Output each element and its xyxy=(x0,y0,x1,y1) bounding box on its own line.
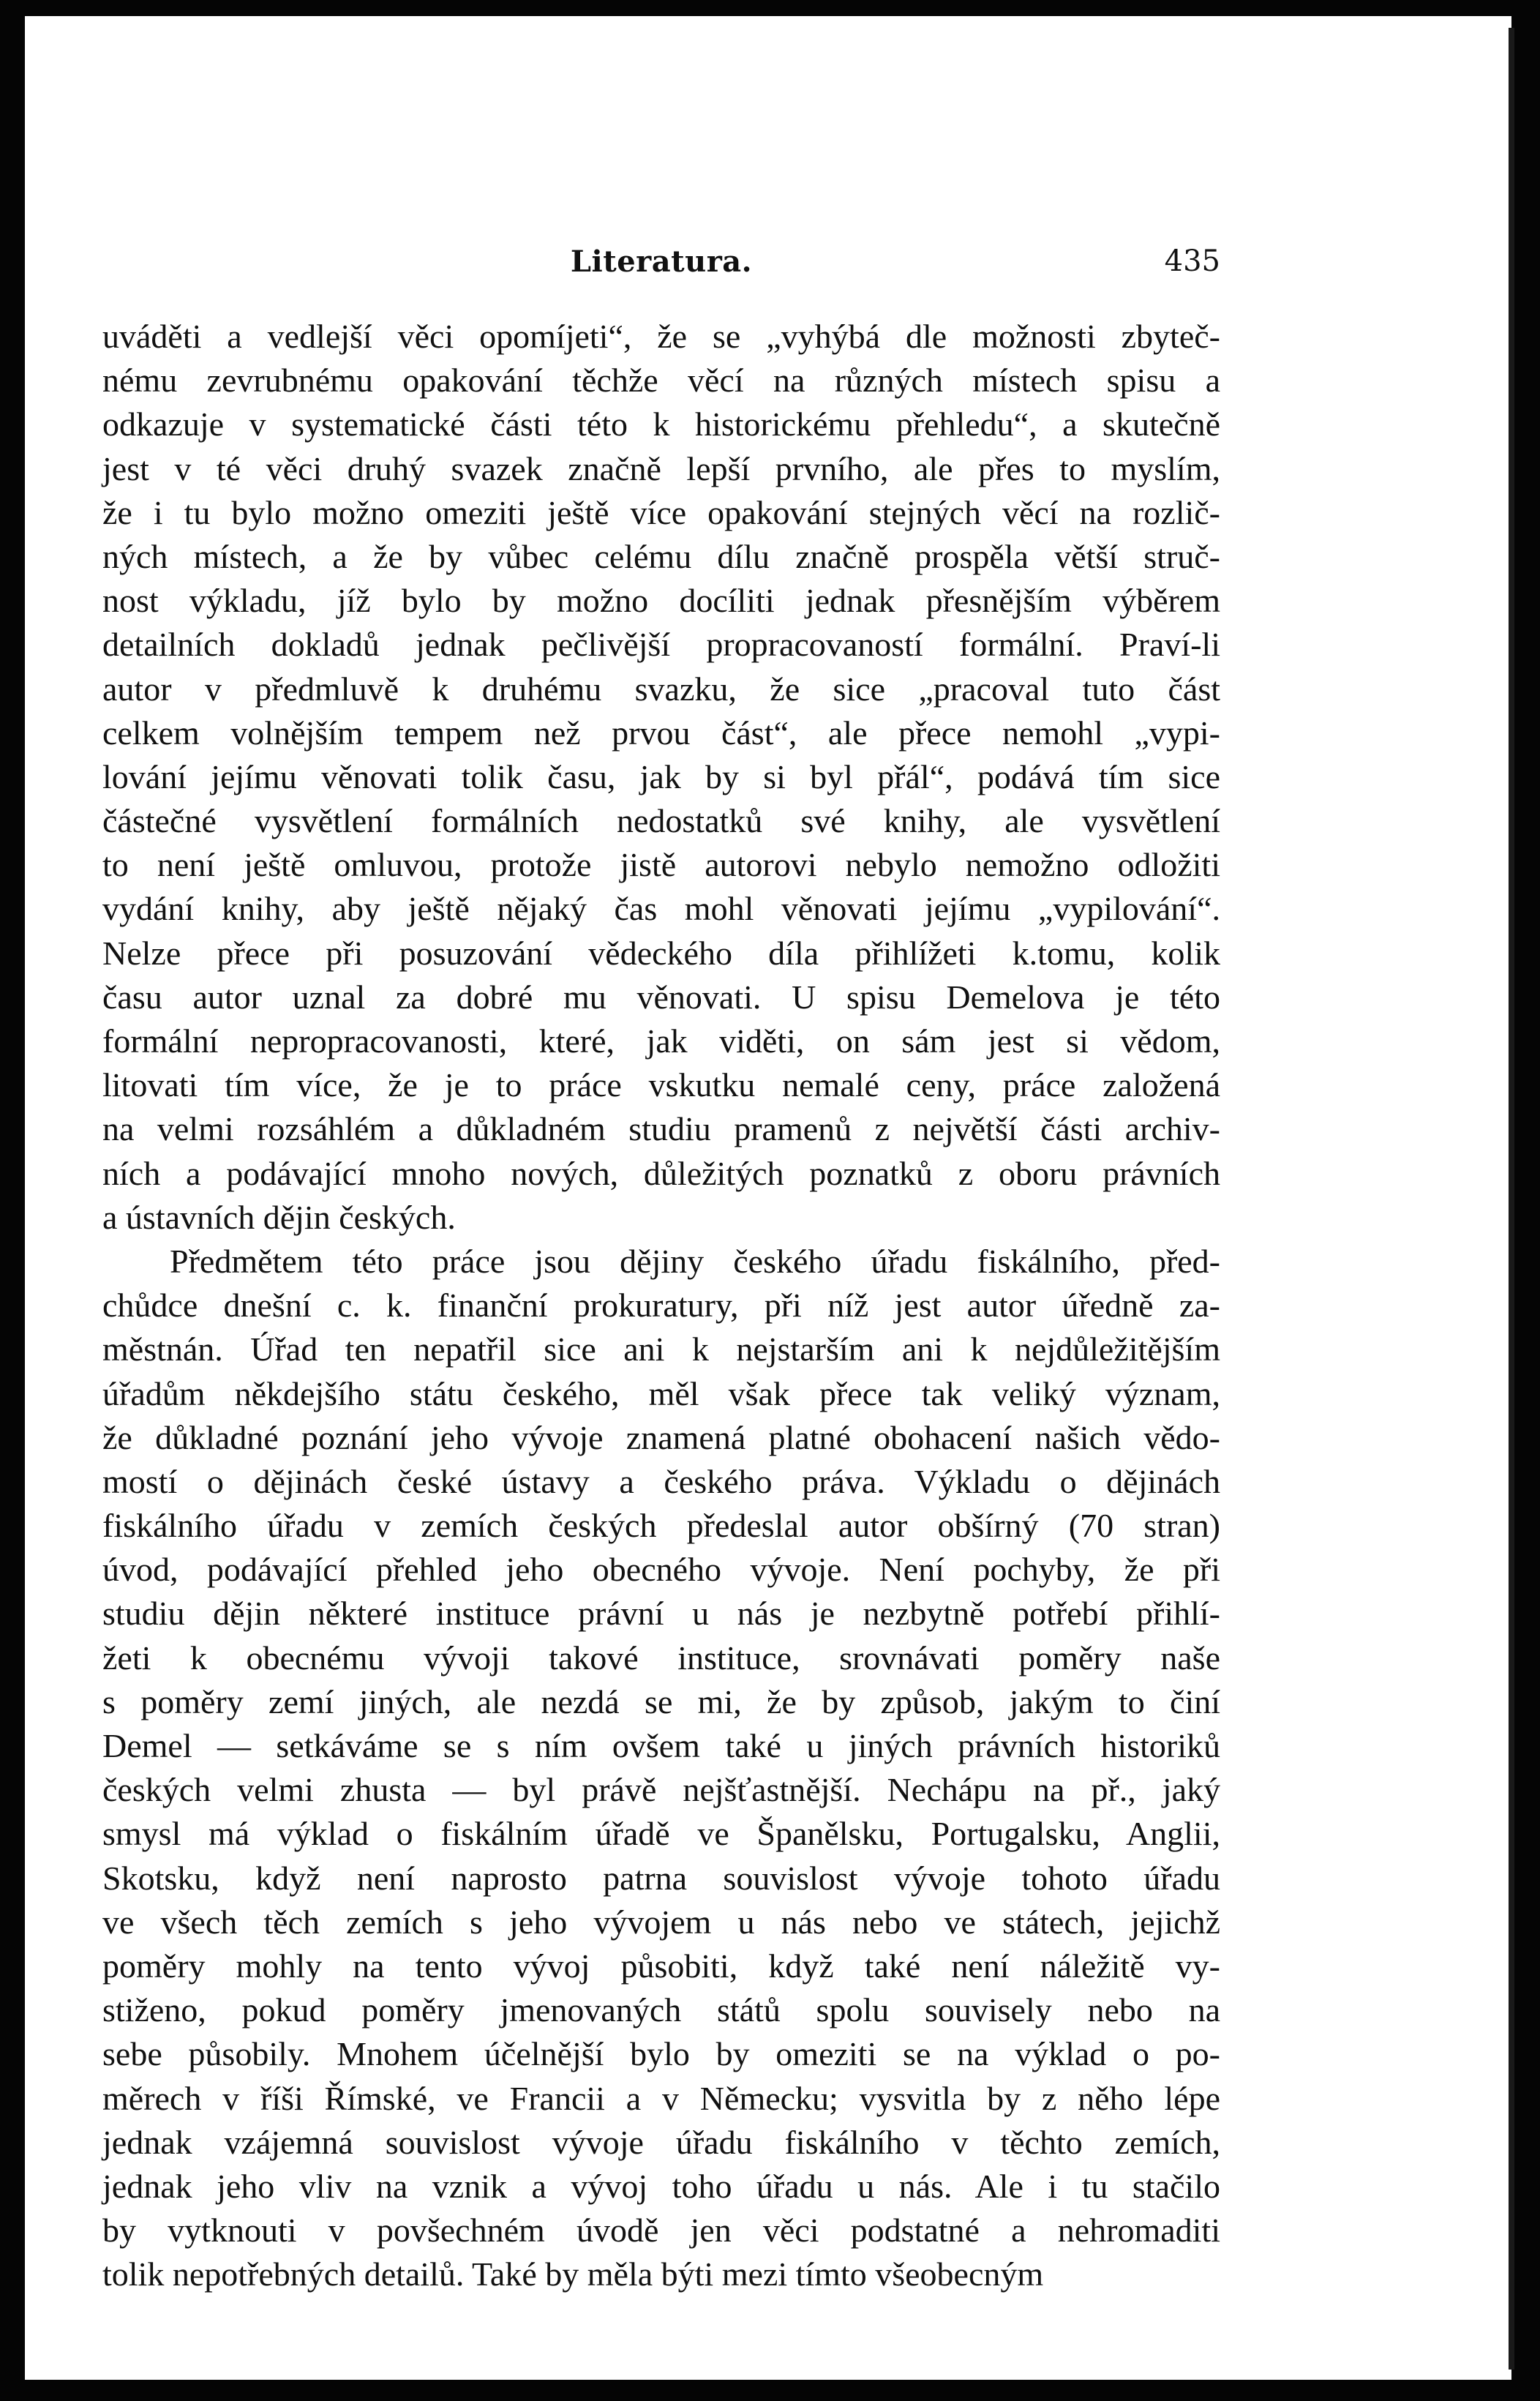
paragraph xyxy=(102,1240,1220,2297)
body-text xyxy=(102,315,1220,2296)
text-line: by vytknouti v povšechném úvodě jen věci podstatné a nehromaditi xyxy=(102,2211,1220,2250)
page-edge-shadow xyxy=(1509,28,1514,2370)
text-line: smysl má výklad o fiskálním úřadě ve Španělsku, Portugalsku, Anglii, xyxy=(102,1815,1220,1853)
text-line: českých velmi zhusta — byl právě nejšťastnější. Nechápu na př., jaký xyxy=(102,1771,1220,1809)
text-line: s poměry zemí jiných, ale nezdá se mi, že by způsob, jakým to činí xyxy=(102,1682,1220,1720)
text-line: litovati tím více, že je to práce vskutku nemalé ceny, práce založená xyxy=(102,1066,1220,1104)
text-line: času autor uznal za dobré mu věnovati. U spisu Demelova je této xyxy=(102,978,1220,1016)
text-line: detailních dokladů jednak pečlivější propracovaností formální. Praví-li xyxy=(102,626,1220,664)
page-number: 435 xyxy=(1164,244,1220,278)
running-head xyxy=(102,244,1220,281)
text-line: že i tu bylo možno omeziti ještě více opakování stejných věcí na rozlič- xyxy=(102,493,1220,531)
text-line: a ústavních dějin českých. xyxy=(102,1198,456,1236)
text-line: Předmětem této práce jsou dějiny českého úřadu fiskálního, před- xyxy=(170,1242,1220,1280)
text-line: sebe působily. Mnohem účelnější bylo by omeziti se na výklad o po- xyxy=(102,2035,1220,2073)
text-line: jest v té věci druhý svazek značně lepší prvního, ale přes to myslím, xyxy=(102,449,1220,487)
text-line: odkazuje v systematické části této k historickému přehledu“, a skutečně xyxy=(102,405,1220,443)
text-line: Skotsku, když není naprosto patrna souvislost vývoje tohoto úřadu xyxy=(102,1859,1220,1897)
text-line: nému zevrubnému opakování těchže věcí na různých místech spisu a xyxy=(102,362,1220,400)
text-line: autor v předmluvě k druhému svazku, že sice „pracoval tuto část xyxy=(102,670,1220,708)
text-line: fiskálního úřadu v zemích českých předeslal autor obšírný (70 stran) xyxy=(102,1507,1220,1545)
text-line: na velmi rozsáhlém a důkladném studiu pramenů z největší části archiv- xyxy=(102,1110,1220,1148)
text-line: úřadům někdejšího státu českého, měl však přece tak veliký význam, xyxy=(102,1374,1220,1412)
text-line: uváděti a vedlejší věci opomíjeti“, že se „vyhýbá dle možnosti zbyteč- xyxy=(102,318,1220,355)
text-line: nost výkladu, jíž bylo by možno docíliti jednak přesnějším výběrem xyxy=(102,582,1220,620)
text-line: mostí o dějinách české ústavy a českého práva. Výkladu o dějinách xyxy=(102,1462,1220,1500)
text-line: úvod, podávající přehled jeho obecného vývoje. Není pochyby, že při xyxy=(102,1551,1220,1589)
text-line: tolik nepotřebných detailů. Také by měla býti mezi tímto všeobecným xyxy=(102,2255,1044,2293)
text-line: ních a podávající mnoho nových, důležitých poznatků z oboru právních xyxy=(102,1154,1220,1192)
text-line: ných místech, a že by vůbec celému dílu značně prospěla větší struč- xyxy=(102,537,1220,575)
text-line: Nelze přece při posuzování vědeckého díla přihlížeti k.tomu, kolik xyxy=(102,934,1220,972)
text-line: lování jejímu věnovati tolik času, jak by si byl přál“, podává tím sice xyxy=(102,757,1220,795)
text-line: vydání knihy, aby ještě nějaký čas mohl věnovati jejímu „vypilování“. xyxy=(102,890,1220,928)
text-line: částečné vysvětlení formálních nedostatků své knihy, ale vysvětlení xyxy=(102,802,1220,840)
text-line: poměry mohly na tento vývoj působiti, když také není náležitě vy- xyxy=(102,1947,1220,1985)
text-line: že důkladné poznání jeho vývoje znamená platné obohacení našich vědo- xyxy=(102,1418,1220,1456)
text-line: formální nepropracovanosti, které, jak viděti, on sám jest si vědom, xyxy=(102,1022,1220,1060)
text-line: jednak vzájemná souvislost vývoje úřadu fiskálního v těchto zemích, xyxy=(102,2123,1220,2161)
text-line: městnán. Úřad ten nepatřil sice ani k nejstarším ani k nejdůležitějším xyxy=(102,1330,1220,1368)
text-line: žeti k obecnému vývoji takové instituce, srovnávati poměry naše xyxy=(102,1638,1220,1677)
text-line: chůdce dnešní c. k. finanční prokuratury, při níž jest autor úředně za- xyxy=(102,1286,1220,1325)
text-line: to není ještě omluvou, protože jistě autorovi nebylo nemožno odložiti xyxy=(102,846,1220,884)
paragraph xyxy=(102,315,1220,1240)
text-line: ve všech těch zemích s jeho vývojem u nás nebo ve státech, jejichž xyxy=(102,1903,1220,1941)
text-line: měrech v říši Římské, ve Francii a v Německu; vysvitla by z něho lépe xyxy=(102,2079,1220,2117)
text-line: stiženo, pokud poměry jmenovaných států spolu souvisely nebo na xyxy=(102,1991,1220,2029)
text-line: Demel — setkáváme se s ním ovšem také u jiných právních historiků xyxy=(102,1727,1220,1764)
running-head-title: Literatura. xyxy=(570,244,753,279)
text-line: studiu dějin některé instituce právní u nás je nezbytně potřebí přihlí- xyxy=(102,1595,1220,1633)
text-line: celkem volnějším tempem než prvou část“, ale přece nemohl „vypi- xyxy=(102,713,1220,752)
text-line: jednak jeho vliv na vznik a vývoj toho úřadu u nás. Ale i tu stačilo xyxy=(102,2167,1220,2205)
